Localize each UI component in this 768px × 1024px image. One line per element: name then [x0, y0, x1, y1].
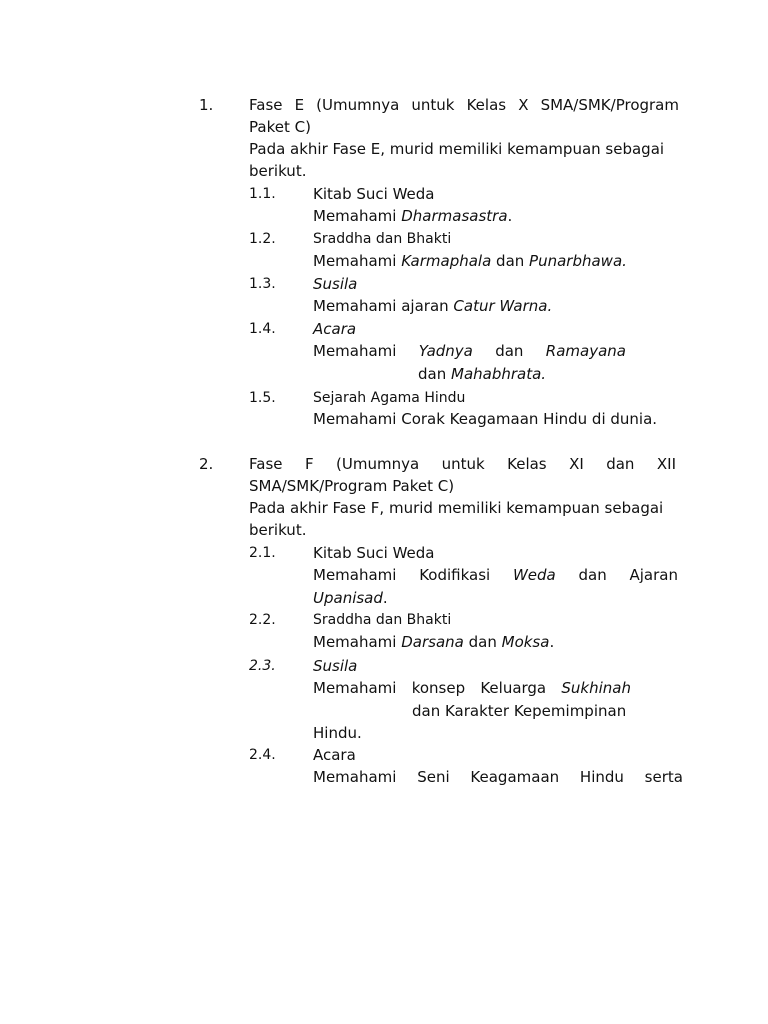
item-description: Upanisad. — [313, 589, 388, 607]
item-description: Memahami Corak Keagamaan Hindu di dunia. — [313, 410, 658, 428]
section-title-line: Paket C) — [249, 118, 311, 136]
item-number: 1.1. — [249, 186, 276, 202]
item-description: Memahami konsep Keluarga Sukhinah — [313, 679, 631, 697]
item-number: 2.3. — [249, 658, 276, 674]
section-title-line: SMA/SMK/Program Paket C) — [249, 477, 455, 495]
item-heading: Acara — [313, 746, 356, 764]
section-intro: berikut. — [249, 162, 307, 180]
item-heading: Acara — [313, 320, 357, 338]
item-description: Memahami Karmaphala dan Punarbhawa. — [313, 252, 627, 270]
item-number: 1.2. — [249, 231, 276, 247]
item-heading: Sraddha dan Bhakti — [313, 231, 452, 247]
item-number: 1.4. — [249, 321, 276, 337]
section-title-line: Fase E (Umumnya untuk Kelas X SMA/SMK/Program — [249, 96, 679, 114]
item-description: Memahami Dharmasastra. — [313, 207, 513, 225]
item-number: 2.2. — [249, 612, 276, 628]
item-heading: Kitab Suci Weda — [313, 185, 435, 203]
item-description: dan Karakter Kepemimpinan — [412, 702, 627, 720]
item-heading: Kitab Suci Weda — [313, 544, 435, 562]
item-heading: Sejarah Agama Hindu — [313, 390, 466, 406]
section-title-line: Fase F (Umumnya untuk Kelas XI dan XII — [249, 455, 676, 473]
section-number: 2. — [199, 455, 214, 473]
item-description: Memahami Seni Keagamaan Hindu serta — [313, 768, 683, 786]
section-intro: Pada akhir Fase E, murid memiliki kemampuan sebagai — [249, 140, 665, 158]
item-number: 2.1. — [249, 545, 276, 561]
item-heading: Susila — [313, 657, 358, 675]
item-heading: Susila — [313, 275, 358, 293]
item-description: Hindu. — [313, 724, 362, 742]
section-intro: Pada akhir Fase F, murid memiliki kemampuan sebagai — [249, 499, 664, 517]
item-number: 2.4. — [249, 747, 276, 763]
item-number: 1.3. — [249, 276, 276, 292]
item-heading: Sraddha dan Bhakti — [313, 612, 452, 628]
item-description: dan Mahabhrata. — [418, 365, 547, 383]
item-description: Memahami Kodifikasi Weda dan Ajaran — [313, 566, 678, 584]
section-number: 1. — [199, 96, 214, 114]
item-description: Memahami ajaran Catur Warna. — [313, 297, 553, 315]
section-intro: berikut. — [249, 521, 307, 539]
item-number: 1.5. — [249, 390, 276, 406]
item-description: Memahami Yadnya dan Ramayana — [313, 342, 626, 360]
item-description: Memahami Darsana dan Moksa. — [313, 633, 555, 651]
